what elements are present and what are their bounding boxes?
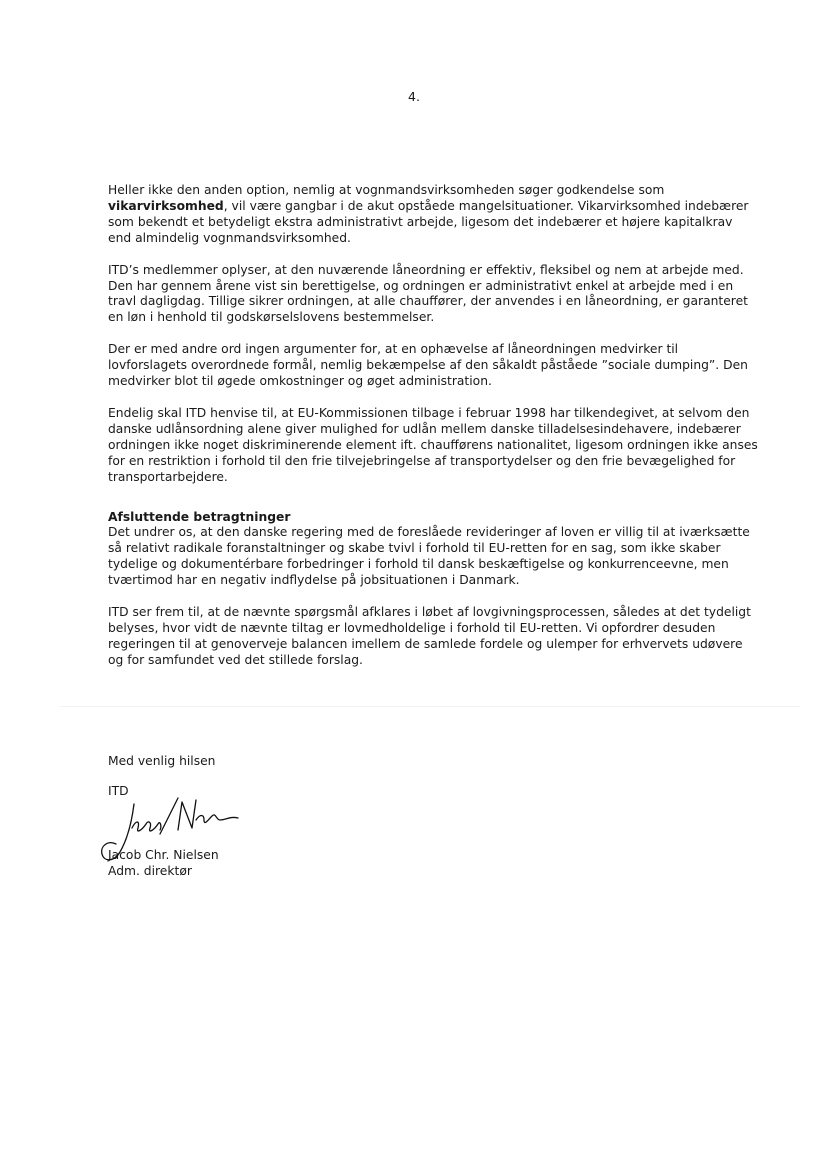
- paragraph-2: ITD’s medlemmer oplyser, at den nuværende låneordning er effektiv, fleksibel og nem at arbejde med. Den har gennem årene vist sin berettigelse, og ordningen er administrativt enkel at arbejde med i en travl dagligdag. Tillige sikrer ordningen, at alle chauffører, der anvendes i en låneordning, er garanteret en løn i henhold til godskørselslovens bestemmelser.: [108, 262, 748, 325]
- closing-section: [108, 510, 758, 669]
- greeting: Med venlig hilsen: [108, 754, 216, 768]
- signatory-title: Adm. direktør: [108, 864, 192, 878]
- handwritten-signature: [92, 790, 252, 870]
- section-paragraph-1: Det undrer os, at den danske regering med de foreslåede revideringer af loven er villig til at iværksætte så relativt radikale foranstaltninger og skabe tvivl i forhold til EU-retten for en sag, som ikke skaber tydelige og dokumentérbare forbedringer i forhold til dansk beskæftigelse og konkurrenceevne, men tværtimod har en negativ indflydelse på jobsituationen i Danmark.: [108, 525, 750, 588]
- paragraph-1: [108, 183, 758, 247]
- signatory-name: Jacob Chr. Nielsen: [108, 848, 219, 862]
- paragraph-1-text-b: , vil være gangbar i de akut opståede mangelsituationer. Vikarvirksomhed indebærer som bekendt et betydeligt ekstra administrativt arbejde, ligesom det indebærer et højere kapitalkrav end almindelig vognmandsvirksomhed.: [108, 198, 749, 245]
- section-paragraph-2: ITD ser frem til, at de nævnte spørgsmål afklares i løbet af lovgivningsprocessen, således at det tydeligt belyses, hvor vidt de nævnte tiltag er lovmedholdelige i forhold til EU-retten. Vi opfordrer desuden regeringen til at genoverveje balancen imellem de samlede fordele og ulemper for erhvervets udøvere og for samfundet ved det stillede forslag.: [108, 605, 751, 667]
- page-number: 4.: [408, 89, 420, 104]
- letter-body: [108, 183, 758, 685]
- paragraph-1-text-a: Heller ikke den anden option, nemlig at vognmandsvirksomheden søger godkendelse som: [108, 183, 665, 197]
- company-name: ITD: [108, 784, 129, 798]
- paragraph-4: Endelig skal ITD henvise til, at EU-Kommissionen tilbage i februar 1998 har tilkendegivet, at selvom den danske udlånsordning alene giver mulighed for udlån mellem danske tilladelsesindehavere, indebærer ordningen ikke noget diskriminerende element ift. chaufførens nationalitet, ligesom ordningen ikke anses for en restriktion i forhold til den frie tilvejebringelse af transportydelser og den frie bevægelighed for transportarbejdere.: [108, 405, 758, 484]
- paragraph-1-bold-term: vikarvirksomhed: [108, 198, 224, 213]
- closing-block: [108, 754, 219, 878]
- section-heading: Afsluttende betragtninger: [108, 509, 291, 524]
- scan-artifact-line: [60, 706, 800, 707]
- paragraph-3: Der er med andre ord ingen argumenter for, at en ophævelse af låneordningen medvirker til lovforslagets overordnede formål, nemlig bekæmpelse af den såkaldt påståede ”sociale dumping”. Den medvirker blot til øgede omkostninger og øget administration.: [108, 342, 748, 389]
